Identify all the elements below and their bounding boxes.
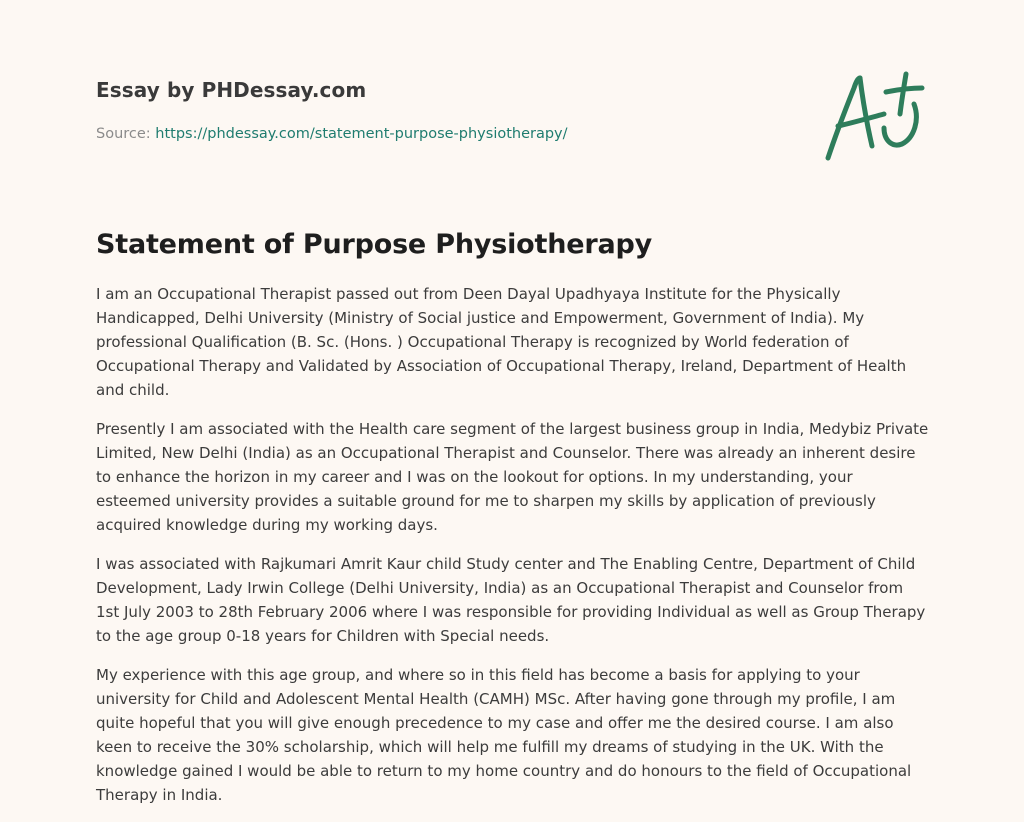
essay-title: Statement of Purpose Physiotherapy <box>96 229 653 260</box>
essay-content <box>96 226 930 822</box>
source-line <box>96 124 796 144</box>
site-title: Essay by PHDessay.com <box>96 78 367 102</box>
source-label: Source: <box>96 126 151 142</box>
essay-paragraph: My experience with this age group, and where so in this field has become a basis for applying to your university for Child and Adolescent Mental Health (CAMH) MSc. After having gone through my profile, I am quite hopeful that you will give enough precedence to my case and offer me the desired course. I am also keen to receive the 30% scholarship, which will help me fulfill my dreams of studying in the UK. With the knowledge gained I would be able to return to my home country and do honours to the field of Occupational Therapy in India. <box>96 666 912 804</box>
essay-paragraph: I am an Occupational Therapist passed out from Deen Dayal Upadhyaya Institute for the Physically Handicapped, Delhi University (Ministry of Social justice and Empowerment, Government of India). My professional Qualification (B. Sc. (Hons. ) Occupational Therapy is recognized by World federation of Occupational Therapy and Validated by Association of Occupational Therapy, Ireland, Department of Health and child. <box>96 285 907 399</box>
a-plus-grade-icon <box>822 68 926 164</box>
site-header <box>96 76 796 144</box>
essay-paragraph: I was associated with Rajkumari Amrit Kaur child Study center and The Enabling Centre, Department of Child Development, Lady Irwin College (Delhi University, India) as an Occupational Therapist and Counselor from 1st July 2003 to 28th February 2006 where I was responsible for providing Individual as well as Group Therapy to the age group 0-18 years for Children with Special needs. <box>96 555 926 645</box>
essay-paragraph: Presently I am associated with the Health care segment of the largest business group in India, Medybiz Private Limited, New Delhi (India) as an Occupational Therapist and Counselor. There was already an inherent desire to enhance the horizon in my career and I was on the lookout for options. In my understanding, your esteemed university provides a suitable ground for me to sharpen my skills by application of previously acquired knowledge during my working days. <box>96 420 929 534</box>
source-link[interactable]: https://phdessay.com/statement-purpose-physiotherapy/ <box>155 126 568 142</box>
